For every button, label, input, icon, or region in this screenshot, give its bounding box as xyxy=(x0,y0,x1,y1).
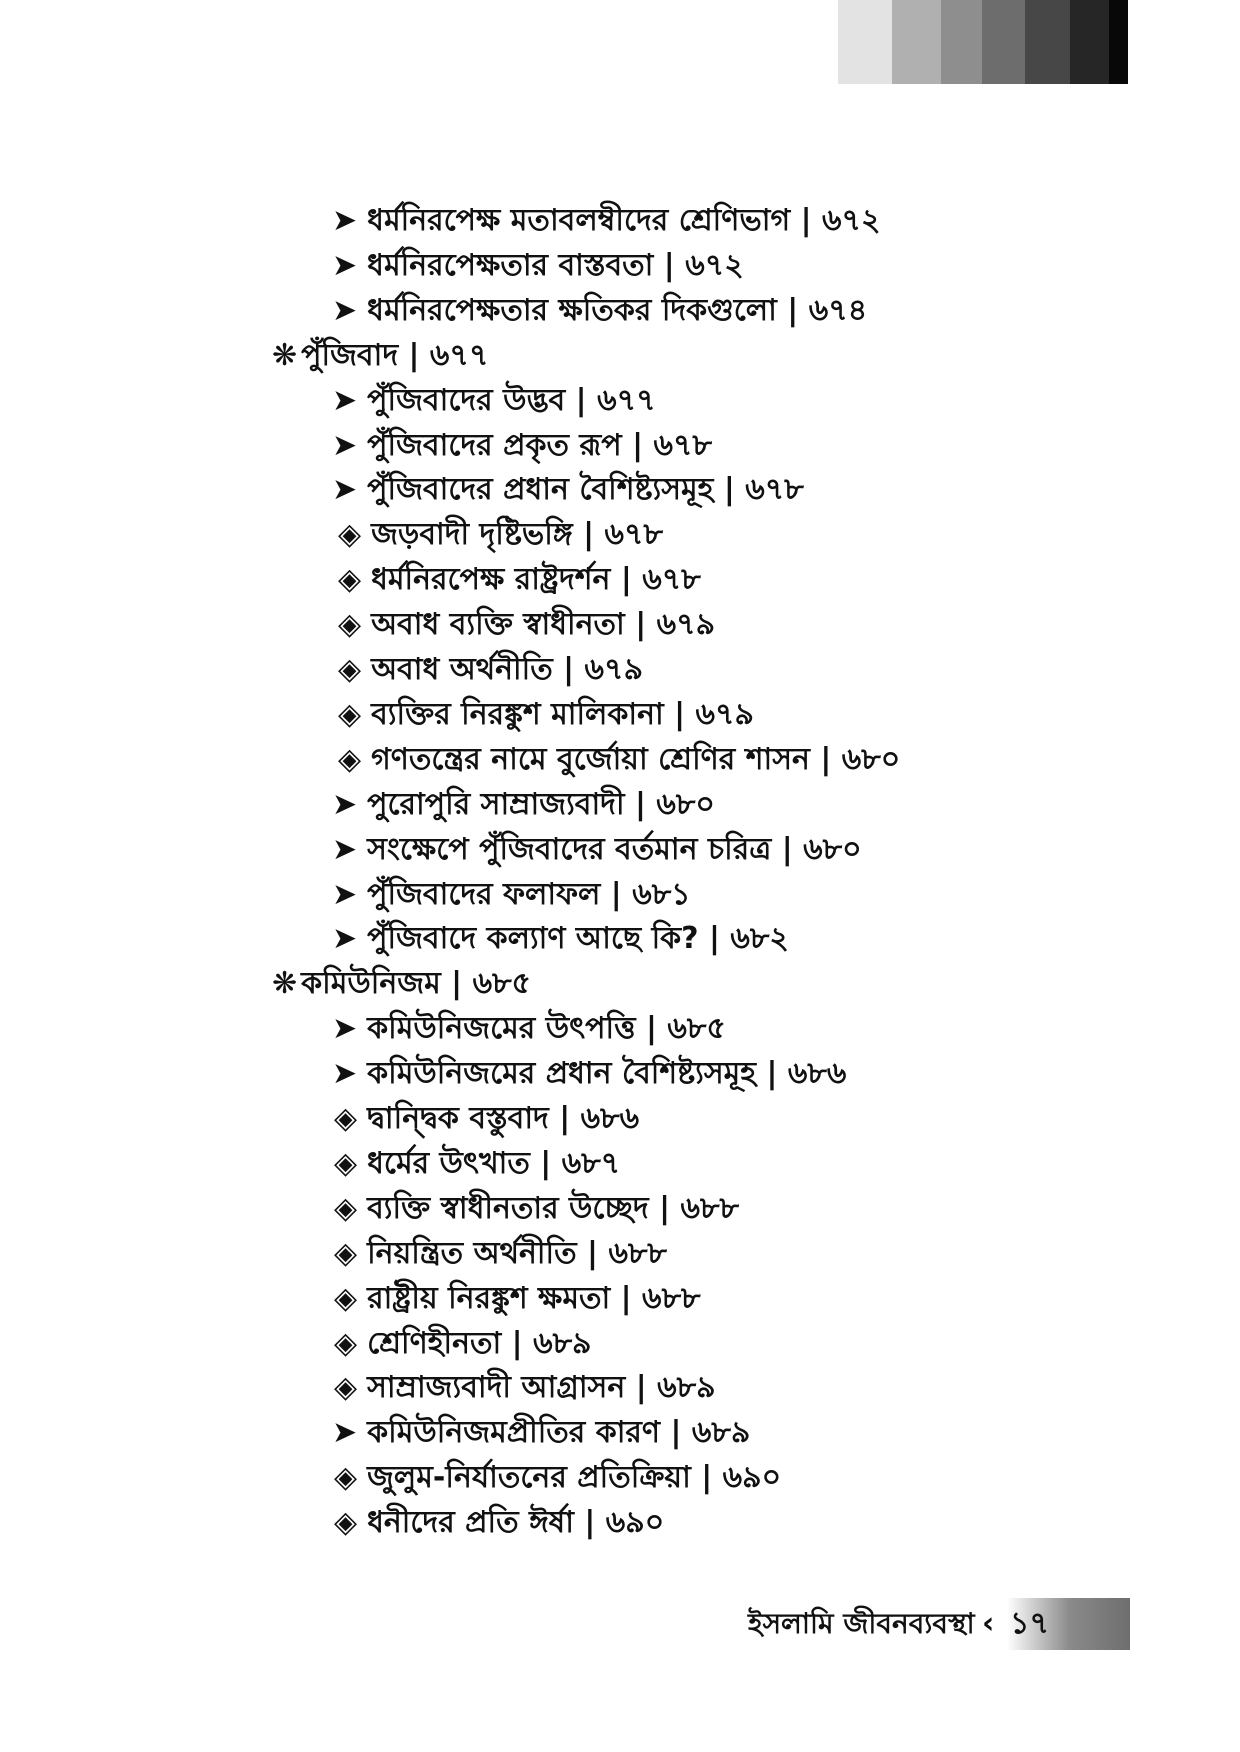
diamond-bullet-icon: ◈ xyxy=(338,562,362,597)
toc-entry-text: ধনীদের প্রতি ঈর্ষা | ৬৯০ xyxy=(367,1505,665,1540)
toc-entry[interactable] xyxy=(334,1322,592,1366)
diamond-bullet-icon: ◈ xyxy=(334,1460,358,1495)
toc-entry-text: কমিউনিজম | ৬৮৫ xyxy=(301,966,532,1001)
arrow-bullet-icon: ➤ xyxy=(332,203,358,238)
toc-entry-text: সংক্ষেপে পুঁজিবাদের বর্তমান চরিত্র | ৬৮০ xyxy=(367,832,862,867)
toc-entry-text: কমিউনিজমপ্রীতির কারণ | ৬৮৯ xyxy=(367,1415,751,1450)
toc-entry[interactable] xyxy=(332,828,862,872)
toc-entry[interactable] xyxy=(334,1501,664,1545)
toc-entry[interactable] xyxy=(332,468,804,512)
color-swatch xyxy=(838,0,892,84)
toc-entry[interactable] xyxy=(332,244,744,288)
toc-entry-text: অবাধ অর্থনীতি | ৬৭৯ xyxy=(371,652,644,687)
toc-entry[interactable] xyxy=(332,424,712,468)
chevron-left-icon: ‹ xyxy=(982,1606,995,1641)
grayscale-color-bar xyxy=(838,0,1128,84)
color-swatch xyxy=(941,0,982,84)
toc-entry[interactable] xyxy=(332,1007,726,1051)
diamond-bullet-icon: ◈ xyxy=(334,1505,358,1540)
toc-entry-text: ধর্মনিরপেক্ষতার বাস্তবতা | ৬৭২ xyxy=(367,248,744,283)
toc-section-entry[interactable] xyxy=(272,334,488,378)
toc-entry-text: পুঁজিবাদ | ৬৭৭ xyxy=(301,338,489,373)
flower-bullet-icon: ❋ xyxy=(272,966,298,1001)
arrow-bullet-icon: ➤ xyxy=(332,472,358,507)
diamond-bullet-icon: ◈ xyxy=(334,1370,358,1405)
toc-entry-text: ধর্মের উৎখাত | ৬৮৭ xyxy=(367,1146,621,1181)
toc-entry-text: নিয়ন্ত্রিত অর্থনীতি | ৬৮৮ xyxy=(367,1236,667,1271)
toc-entry[interactable] xyxy=(334,1232,667,1276)
toc-entry-text: পুঁজিবাদের প্রধান বৈশিষ্ট্যসমূহ | ৬৭৮ xyxy=(367,472,804,507)
arrow-bullet-icon: ➤ xyxy=(332,428,358,463)
toc-entry-text: দ্বান্দ্বিক বস্তুবাদ | ৬৮৬ xyxy=(367,1101,640,1136)
toc-entry-text: পুরোপুরি সাম্রাজ্যবাদী | ৬৮০ xyxy=(367,787,715,822)
diamond-bullet-icon: ◈ xyxy=(338,607,362,642)
arrow-bullet-icon: ➤ xyxy=(332,1011,358,1046)
toc-entry[interactable] xyxy=(332,1411,750,1455)
toc-entry[interactable] xyxy=(334,1142,620,1186)
toc-entry[interactable] xyxy=(338,603,715,647)
diamond-bullet-icon: ◈ xyxy=(338,742,362,777)
arrow-bullet-icon: ➤ xyxy=(332,383,358,418)
toc-entry-text: ব্যক্তি স্বাধীনতার উচ্ছেদ | ৬৮৮ xyxy=(367,1191,739,1226)
color-swatch xyxy=(982,0,1025,84)
toc-entry-text: পুঁজিবাদের উদ্ভব | ৬৭৭ xyxy=(367,383,656,418)
toc-entry[interactable] xyxy=(334,1456,781,1500)
toc-entry[interactable] xyxy=(338,558,701,602)
toc-entry-text: পুঁজিবাদে কল্যাণ আছে কি? | ৬৮২ xyxy=(367,921,789,956)
color-swatch xyxy=(892,0,941,84)
toc-entry-text: জুলুম-নির্যাতনের প্রতিক্রিয়া | ৬৯০ xyxy=(367,1460,782,1495)
diamond-bullet-icon: ◈ xyxy=(338,697,362,732)
arrow-bullet-icon: ➤ xyxy=(332,787,358,822)
toc-entry[interactable] xyxy=(338,513,663,557)
toc-entry[interactable] xyxy=(332,1052,846,1096)
toc-entry-text: গণতন্ত্রের নামে বুর্জোয়া শ্রেণির শাসন | ৬৮০ xyxy=(371,742,901,777)
page-number-tab xyxy=(980,1598,1130,1650)
arrow-bullet-icon: ➤ xyxy=(332,248,358,283)
diamond-bullet-icon: ◈ xyxy=(334,1191,358,1226)
toc-entry[interactable] xyxy=(334,1277,701,1321)
arrow-bullet-icon: ➤ xyxy=(332,1415,358,1450)
color-swatch xyxy=(1070,0,1109,84)
toc-entry-text: ধর্মনিরপেক্ষ মতাবলম্বীদের শ্রেণিভাগ | ৬৭২ xyxy=(367,203,881,238)
toc-entry-text: ব্যক্তির নিরঙ্কুশ মালিকানা | ৬৭৯ xyxy=(371,697,755,732)
toc-entry-text: ধর্মনিরপেক্ষ রাষ্ট্রদর্শন | ৬৭৮ xyxy=(371,562,701,597)
diamond-bullet-icon: ◈ xyxy=(338,652,362,687)
diamond-bullet-icon: ◈ xyxy=(334,1146,358,1181)
arrow-bullet-icon: ➤ xyxy=(332,877,358,912)
toc-entry[interactable] xyxy=(332,379,656,423)
toc-entry-text: জড়বাদী দৃষ্টিভঙ্গি | ৬৭৮ xyxy=(371,517,664,552)
toc-entry-text: সাম্রাজ্যবাদী আগ্রাসন | ৬৮৯ xyxy=(367,1370,716,1405)
toc-entry[interactable] xyxy=(338,738,900,782)
toc-entry-text: ধর্মনিরপেক্ষতার ক্ষতিকর দিকগুলো | ৬৭৪ xyxy=(367,293,868,328)
page-number: ১৭ xyxy=(1010,1606,1049,1641)
arrow-bullet-icon: ➤ xyxy=(332,293,358,328)
toc-entry[interactable] xyxy=(332,199,881,243)
flower-bullet-icon: ❋ xyxy=(272,338,298,373)
toc-entry[interactable] xyxy=(334,1366,716,1410)
toc-entry-text: কমিউনিজমের উৎপত্তি | ৬৮৫ xyxy=(367,1011,726,1046)
toc-entry-text: কমিউনিজমের প্রধান বৈশিষ্ট্যসমূহ | ৬৮৬ xyxy=(367,1056,847,1091)
diamond-bullet-icon: ◈ xyxy=(334,1281,358,1316)
toc-entry-text: রাষ্ট্রীয় নিরঙ্কুশ ক্ষমতা | ৬৮৮ xyxy=(367,1281,701,1316)
toc-entry[interactable] xyxy=(332,783,715,827)
toc-entry[interactable] xyxy=(338,693,754,737)
toc-entry-text: অবাধ ব্যক্তি স্বাধীনতা | ৬৭৯ xyxy=(371,607,716,642)
arrow-bullet-icon: ➤ xyxy=(332,1056,358,1091)
toc-entry[interactable] xyxy=(332,289,867,333)
arrow-bullet-icon: ➤ xyxy=(332,921,358,956)
footer-book-title: ইসলামি জীবনব্যবস্থা xyxy=(748,1607,975,1640)
diamond-bullet-icon: ◈ xyxy=(334,1326,358,1361)
arrow-bullet-icon: ➤ xyxy=(332,832,358,867)
toc-section-entry[interactable] xyxy=(272,962,531,1006)
color-swatch xyxy=(1025,0,1070,84)
toc-entry[interactable] xyxy=(334,1097,639,1141)
toc-entry-text: শ্রেণিহীনতা | ৬৮৯ xyxy=(367,1326,592,1361)
diamond-bullet-icon: ◈ xyxy=(334,1236,358,1271)
toc-entry[interactable] xyxy=(332,873,691,917)
toc-entry[interactable] xyxy=(338,648,643,692)
diamond-bullet-icon: ◈ xyxy=(338,517,362,552)
color-swatch xyxy=(1109,0,1128,84)
diamond-bullet-icon: ◈ xyxy=(334,1101,358,1136)
toc-entry-text: পুঁজিবাদের প্রকৃত রূপ | ৬৭৮ xyxy=(367,428,712,463)
toc-entry-text: পুঁজিবাদের ফলাফল | ৬৮১ xyxy=(367,877,691,912)
toc-entry[interactable] xyxy=(332,917,789,961)
toc-entry[interactable] xyxy=(334,1187,739,1231)
